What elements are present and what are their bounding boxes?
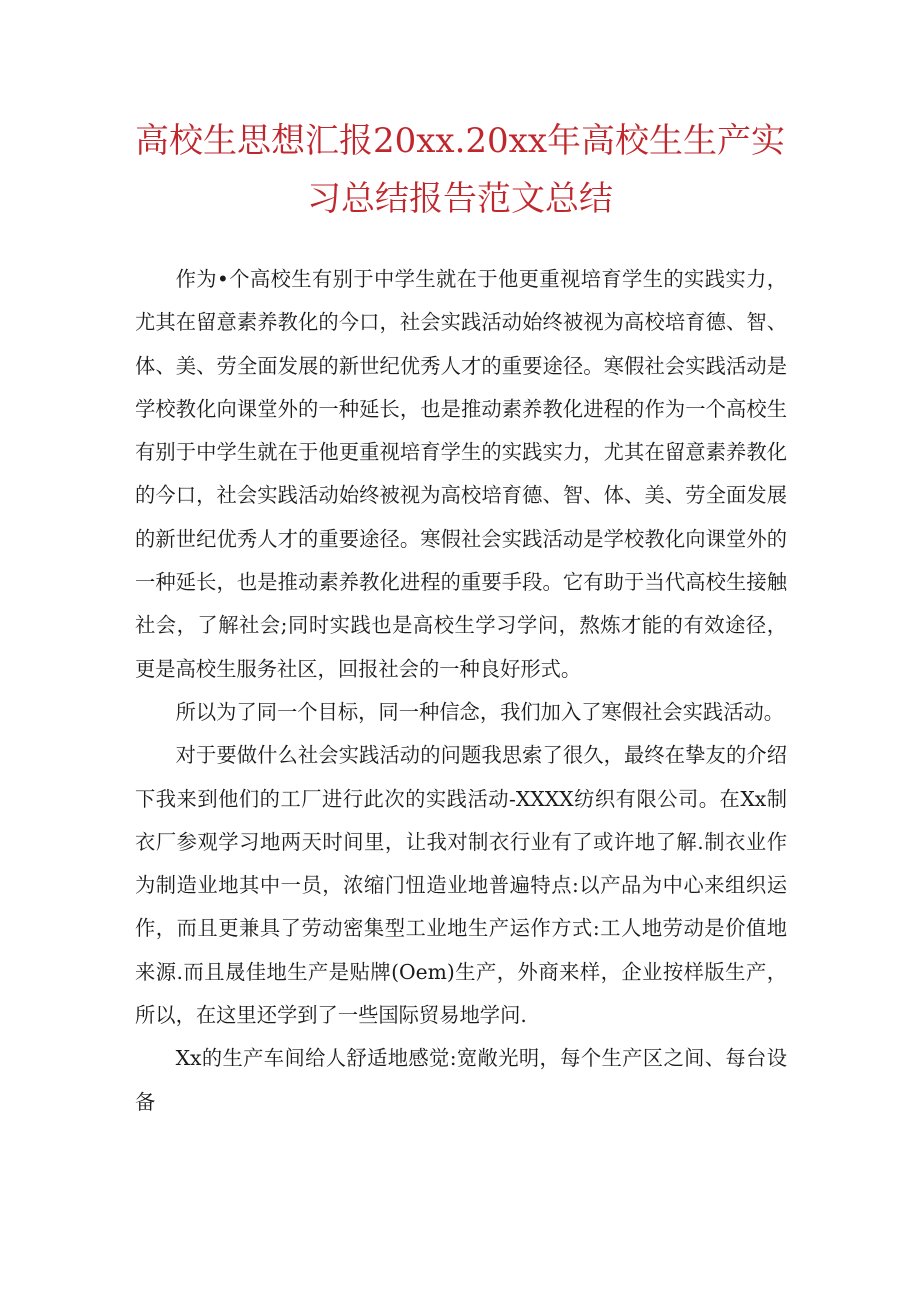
document-body [135,258,787,1124]
document-title: 高校生思想汇报20xx.20xx年高校生生产实习总结报告范文总结 [134,121,786,219]
paragraph-2: 所以为了同一个目标，同一种信念，我们加入了寒假社会实践活动。 [175,699,785,724]
paragraph-4: Xx的生产车间给人舒适地感觉:宽敞光明，每个生产区之间、每台设备 [135,1046,787,1114]
paragraph-3: 对于要做什么社会实践活动的问题我思索了很久，最终在挚友的介绍下我来到他们的工厂进行此次的实践活动-XXXX纺织有限公司。在Xx制衣厂参观学习地两天时间里，让我对制衣行业有了或许地了解.制衣业作为制造业地其中一员，浓缩门忸造业地普遍特点:以产品为中心来组织运作，而且更兼具了劳动密集型工业地生产运作方式:工人地劳动是价值地来源.而且晟佳地生产是贴牌(Oem)生产，外商来样，企业按样版生产，所以，在这里还学到了一些国际贸易地学问. [135,743,787,1028]
paragraph-1: 作为•个高校生有别于中学生就在于他更重视培育学生的实践实力，尤其在留意素养教化的今口，社会实践活动始终被视为高校培育德、智、体、美、劳全面发展的新世纪优秀人才的重要途径。寒假社会实践活动是学校教化向课堂外的一种延长，也是推动素养教化进程的作为一个高校生有别于中学生就在于他更重视培育学生的实践实力，尤其在留意素养教化的今口，社会实践活动始终被视为高校培育德、智、体、美、劳全面发展的新世纪优秀人才的重要途径。寒假社会实践活动是学校教化向课堂外的一种延长，也是推动素养教化进程的重要手段。它有助于当代高校生接触社会，了解社会;同时实践也是高校生学习学问，熬炼才能的有效途径，更是高校生服务社区，回报社会的一种良好形式。 [135,267,787,681]
